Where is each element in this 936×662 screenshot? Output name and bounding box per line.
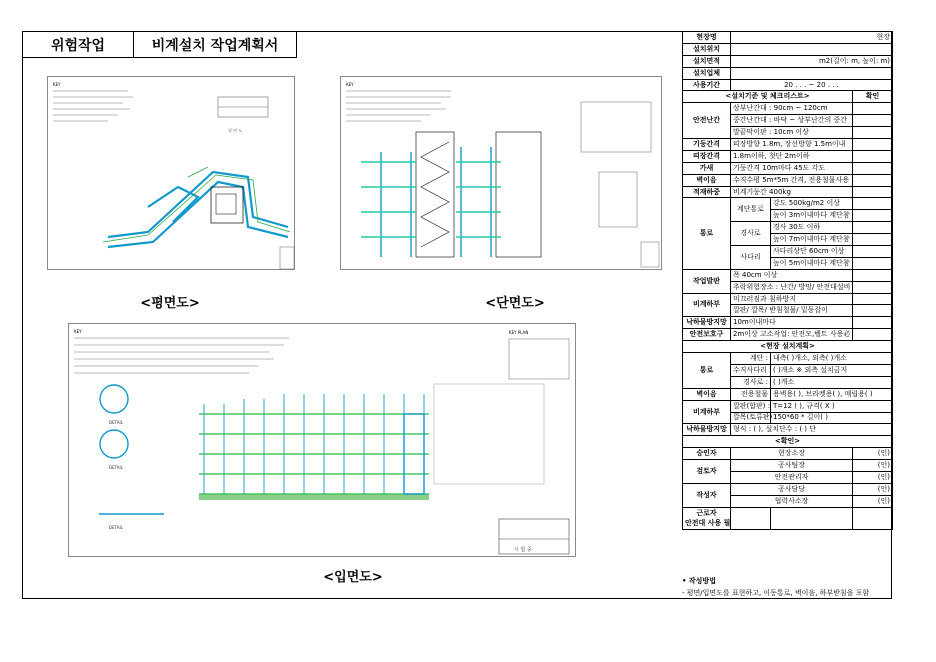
reviewer-role-2: 안전관리자 <box>731 471 853 483</box>
worker-row-2 <box>683 519 893 530</box>
document-title: 비계설치 작업계획서 <box>133 31 297 58</box>
company-value <box>731 67 893 79</box>
passage-row-1 <box>683 198 893 210</box>
load-label: 적재하중 <box>683 186 731 198</box>
worker-sign-2[interactable] <box>771 507 853 518</box>
plan-header-row <box>683 341 893 353</box>
ramp-label: 경사로 <box>731 222 771 246</box>
plan-fall-label: 낙하물방지망 <box>683 424 731 436</box>
platform-label: 작업발판 <box>683 269 731 293</box>
load-value: 비계기둥간 400kg <box>731 186 853 198</box>
brace-value: 기둥간격 10m마다 45도 각도 <box>731 162 853 174</box>
platform-row-1 <box>683 269 893 281</box>
undercover-label: 비계하부 <box>683 293 731 317</box>
reviewer-row-1 <box>683 460 893 472</box>
ladder-check-2[interactable] <box>853 257 893 269</box>
brace-check[interactable] <box>853 162 893 174</box>
ramp-check-1[interactable] <box>853 222 893 234</box>
plan-caption: <평면도> <box>140 296 200 311</box>
worker-sign-6[interactable] <box>853 519 893 530</box>
site-name-value: 현장 <box>731 32 893 44</box>
period-value: 20 . . . ~ 20 . . . <box>731 79 893 91</box>
ramp-item-1: 경사 30도 이하 <box>771 222 853 234</box>
confirm-section-header: <확인> <box>683 436 893 448</box>
company-row <box>683 67 893 79</box>
plan-under-plywood-value[interactable]: T=12 ( ), 규격( X ) <box>771 400 893 412</box>
plan-under-label: 비계하부 <box>683 400 731 424</box>
location-row <box>683 43 893 55</box>
post-spacing-check[interactable] <box>853 139 893 151</box>
approver-label: 승인자 <box>683 448 731 460</box>
section-key-label: KEY <box>346 82 354 87</box>
company-label: 설치업체 <box>683 67 731 79</box>
fall-prevent-value: 10m이내마다 <box>731 317 853 329</box>
safety-gear-check[interactable] <box>853 329 893 341</box>
plan-walltie-label: 벽이음 <box>683 388 731 400</box>
rail-item-2: 중간난간대 : 바닥 ~ 상부난간의 중간 <box>731 115 853 127</box>
reviewer-sign-2[interactable]: (인) <box>853 471 893 483</box>
undercover-row-1 <box>683 293 893 305</box>
detail-label-3: DETAIL <box>109 525 123 530</box>
detail-label-1: DETAIL <box>109 420 123 425</box>
safety-gear-row <box>683 329 893 341</box>
plan-stair-label: 계단 : <box>731 353 771 365</box>
fall-prevent-check[interactable] <box>853 317 893 329</box>
plan-under-timber-value[interactable]: 150*60 * 길이( ) <box>771 412 893 424</box>
elevation-key-label: KEY <box>74 329 82 334</box>
post-spacing-value: 띠장방향 1.8m, 장선방향 1.5m이내 <box>731 139 853 151</box>
undercover-item-2: 깔판/ 깔목/ 받침철물/ 밑둥잡이 <box>731 305 853 317</box>
rail-row-1 <box>683 103 893 115</box>
ramp-check-2[interactable] <box>853 234 893 246</box>
post-spacing-row <box>683 139 893 151</box>
worker-sign-4[interactable] <box>731 519 771 530</box>
undercover-item-1: 미끄러짐과 침하방지 <box>731 293 853 305</box>
undercover-check-2[interactable] <box>853 305 893 317</box>
ladder-check-1[interactable] <box>853 246 893 258</box>
reviewer-label: 검토자 <box>683 460 731 484</box>
reviewer-sign-1[interactable]: (인) <box>853 460 893 472</box>
plan-drawing-svg <box>48 77 296 271</box>
approver-sign[interactable]: (인) <box>853 448 893 460</box>
period-label: 사용기간 <box>683 79 731 91</box>
approver-row <box>683 448 893 460</box>
plan-drawing <box>47 76 295 270</box>
checklist-header: <설치기준 및 체크리스트> <box>683 91 853 103</box>
stair-check-1[interactable] <box>853 198 893 210</box>
platform-check-1[interactable] <box>853 269 893 281</box>
plan-checklist-table <box>682 31 893 530</box>
ramp-item-2: 높이 7m이내마다 계단참 <box>771 234 853 246</box>
reviewer-role-1: 공사팀장 <box>731 460 853 472</box>
writer-sign-2[interactable]: (인) <box>853 495 893 507</box>
platform-item-1: 폭 40cm 이상 <box>731 269 853 281</box>
platform-check-2[interactable] <box>853 281 893 293</box>
plan-walltie-value[interactable]: 용벽용( ), 브라켓용( ), 매립용( ) <box>771 388 893 400</box>
plan-key-label: KEY <box>53 82 61 87</box>
plan-under-row-1 <box>683 400 893 412</box>
wall-tie-check[interactable] <box>853 174 893 186</box>
undercover-check-1[interactable] <box>853 293 893 305</box>
wall-tie-label: 벽이음 <box>683 174 731 186</box>
plan-passage-row-1 <box>683 353 893 365</box>
platform-item-2: 추락위험장소 : 난간/ 방망/ 안전대설비 <box>731 281 853 293</box>
confirm-header: 확인 <box>853 91 893 103</box>
rail-check-2[interactable] <box>853 115 893 127</box>
wall-tie-row <box>683 174 893 186</box>
post-spacing-label: 기둥간격 <box>683 139 731 151</box>
period-row <box>683 79 893 91</box>
ledger-spacing-value: 1.8m이하, 첫단 2m이하 <box>731 150 853 162</box>
plan-walltie-row <box>683 388 893 400</box>
location-label: 설치위치 <box>683 43 731 55</box>
writer-role-2: 협력사소장 <box>731 495 853 507</box>
plan-ladder-label: 수직사다리 : <box>731 364 771 376</box>
checklist-header-row <box>683 91 893 103</box>
wall-tie-value: 수직수평 5m*5m 간격, 전용철물사용 <box>731 174 853 186</box>
title-block-stamp: 시 험 중 <box>514 547 532 553</box>
section-drawing-svg <box>341 77 663 271</box>
elevation-keyplan-label: KEY PLAN <box>509 330 529 335</box>
brace-row <box>683 162 893 174</box>
fall-prevent-label: 낙하물방지망 <box>683 317 731 329</box>
approver-role: 현장소장 <box>731 448 853 460</box>
ladder-label: 사다리 <box>731 246 771 270</box>
plan-fall-row <box>683 424 893 436</box>
rail-label: 안전난간 <box>683 103 731 139</box>
worker-label-1: 근로자 <box>683 507 731 518</box>
ladder-item-2: 높이 5m이내마다 계단참 <box>771 257 853 269</box>
ladder-item-1: 사다리상단 60cm 이상 <box>771 246 853 258</box>
ledger-spacing-check[interactable] <box>853 150 893 162</box>
load-row <box>683 186 893 198</box>
plan-walltie-prefix: 전용철물 <box>731 388 771 400</box>
passage-label: 통로 <box>683 198 731 269</box>
plan-stair-value[interactable]: 내측( )개소, 외측( )개소 <box>771 353 893 365</box>
area-row <box>683 55 893 67</box>
elevation-caption: <입면도> <box>323 570 383 585</box>
notes-title: • 작성방법 <box>682 577 716 585</box>
area-value: m2(길이: m, 높이: m) <box>731 55 893 67</box>
load-check[interactable] <box>853 186 893 198</box>
worker-row-1 <box>683 507 893 518</box>
stair-item-1: 강도 500kg/m2 이상 <box>771 198 853 210</box>
detail-label-2: DETAIL <box>109 465 123 470</box>
location-value <box>731 43 893 55</box>
safety-gear-label: 안전보호구 <box>683 329 731 341</box>
fall-prevent-row <box>683 317 893 329</box>
plan-under-plywood-label: 깔판(합판) : <box>731 400 771 412</box>
stair-item-2: 높이 3m이내마다 계단참 <box>771 210 853 222</box>
section-drawing <box>340 76 662 270</box>
plan-ramp-value[interactable]: ( )개소 <box>771 376 893 388</box>
site-name-label: 현장명 <box>683 32 731 44</box>
section-caption: <단면도> <box>485 296 545 311</box>
svg-text:평 면 도: 평 면 도 <box>228 128 243 133</box>
rail-item-3: 발끝막이판 : 10cm 이상 <box>731 127 853 139</box>
notes-line-1: - 평면/입면도를 표현하고, 이동통로, 벽이음, 하부받침을 포함 <box>682 589 870 597</box>
plan-under-timber-label: 깔목(토류판) : <box>731 412 771 424</box>
plan-passage-label: 통로 <box>683 353 731 389</box>
plan-header: <현장 설치계획> <box>683 341 893 353</box>
rail-item-1: 상부난간대 : 90cm ~ 120cm <box>731 103 853 115</box>
ledger-spacing-label: 띠장간격 <box>683 150 731 162</box>
elevation-drawing-svg <box>69 324 577 558</box>
writer-label: 작성자 <box>683 483 731 507</box>
brace-label: 가새 <box>683 162 731 174</box>
rail-check-3[interactable] <box>853 127 893 139</box>
writer-role-1: 공사담당 <box>731 483 853 495</box>
plan-ladder-value[interactable]: ( )개소 ※ 외측 설치금지 <box>771 364 893 376</box>
work-type-label: 위험작업 <box>22 31 134 58</box>
worker-label-2: 안전대 사용 필 <box>683 519 731 530</box>
site-name-row <box>683 32 893 44</box>
safety-gear-value: 2m이상 고소작업: 안전모,벨트 사용必 <box>731 329 853 341</box>
worker-sign-3[interactable] <box>853 507 893 518</box>
stair-label: 계단통로 <box>731 198 771 222</box>
stair-check-2[interactable] <box>853 210 893 222</box>
worker-sign-5[interactable] <box>771 519 853 530</box>
confirm-section-row <box>683 436 893 448</box>
writer-row-1 <box>683 483 893 495</box>
rail-check-1[interactable] <box>853 103 893 115</box>
writer-sign-1[interactable]: (인) <box>853 483 893 495</box>
elevation-drawing <box>68 323 576 557</box>
ledger-spacing-row <box>683 150 893 162</box>
plan-fall-value[interactable]: 형식 : ( ), 설치단수 : ( ) 단 <box>731 424 893 436</box>
worker-sign-1[interactable] <box>731 507 771 518</box>
plan-ramp-label: 경사로 : <box>731 376 771 388</box>
area-label: 설치면적 <box>683 55 731 67</box>
